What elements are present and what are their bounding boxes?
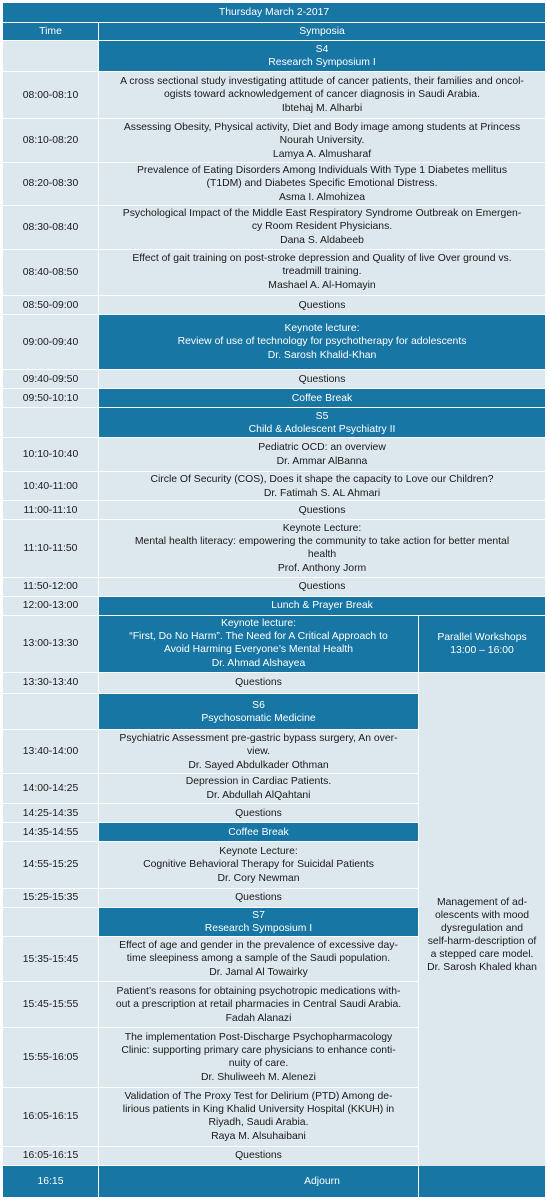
session-text-line: The implementation Post-Discharge Psychopharmacology	[124, 1032, 393, 1044]
session-cell	[99, 730, 419, 774]
session-cell	[99, 823, 419, 842]
session-cell	[99, 937, 419, 981]
session-text-line: Cognitive Behavioral Therapy for Suicidal Patients	[143, 858, 374, 870]
session-text-line: Effect of age and gender in the prevalence of excessive day-	[119, 940, 398, 952]
time-cell: 08:50-09:00	[3, 296, 99, 315]
schedule-date-title: Thursday March 2-2017	[3, 3, 546, 23]
session-cell	[99, 577, 546, 596]
speaker-name: Prof. Anthony Jorm	[277, 563, 367, 575]
speaker-name: Dr. Sayed Abdulkader Othman	[188, 759, 329, 771]
schedule-row	[3, 501, 546, 520]
speaker-name: Lamya A. Almusharaf	[272, 148, 372, 160]
session-text-line: Questions	[298, 299, 346, 311]
session-text-line: Questions	[235, 677, 282, 689]
session-text-line: Keynote Lecture:	[219, 845, 298, 857]
session-text-line: S7	[252, 910, 265, 922]
session-text-line: “First, Do No Harm”. The Need for A Critical Approach to	[129, 631, 388, 643]
workshop-text-line: olescents with mood	[434, 909, 530, 921]
workshop-cell	[419, 672, 546, 1197]
session-cell	[99, 774, 419, 804]
time-cell: 16:05-16:15	[3, 1087, 99, 1146]
time-cell: 10:40-11:00	[3, 471, 99, 501]
session-text-line: out a prescription at retail pharmacies in Central Saudi Arabia.	[115, 998, 402, 1010]
schedule-row	[3, 119, 546, 162]
session-cell	[99, 71, 546, 119]
title-row	[3, 3, 546, 23]
speaker-name: Dr. Ahmad Alshayea	[211, 658, 306, 670]
speaker-name: Dr. Fatimah S. AL Ahmari	[263, 487, 381, 499]
schedule-row	[3, 672, 546, 693]
session-cell	[99, 370, 546, 389]
time-cell: 13:30-13:40	[3, 672, 99, 693]
schedule-row	[3, 471, 546, 501]
time-cell: 09:00-09:40	[3, 315, 99, 370]
session-text-line: Mental health literacy: empowering the community to take action for better mental	[134, 536, 510, 548]
time-cell	[3, 41, 99, 72]
workshop-text-line: self-harm-description of	[427, 935, 537, 947]
speaker-name: Asma I. Almohizea	[278, 191, 366, 203]
workshop-text-line: Management of ad-	[436, 896, 528, 908]
time-cell: 13:40-14:00	[3, 730, 99, 774]
time-cell: 09:40-09:50	[3, 370, 99, 389]
session-cell	[99, 315, 546, 370]
schedule-table	[2, 2, 546, 1198]
time-cell: 14:55-15:25	[3, 842, 99, 889]
time-cell: 10:10-10:40	[3, 437, 99, 471]
session-cell	[99, 596, 546, 615]
session-cell	[99, 501, 546, 520]
speaker-name: Dana S. Aldabeeb	[280, 235, 364, 247]
parallel-workshops-header	[419, 615, 546, 672]
workshop-text-line: a stepped care model.	[430, 948, 534, 960]
session-text-line: lirious patients in King Khalid University Hospital (KKUH) in	[122, 1104, 395, 1116]
schedule-row	[3, 577, 546, 596]
schedule-row	[3, 162, 546, 205]
session-cell	[99, 408, 546, 438]
time-cell: 08:20-08:30	[3, 162, 99, 205]
time-cell: 14:00-14:25	[3, 774, 99, 804]
session-cell	[99, 842, 419, 889]
speaker-name: Mashael A. Al-Homayin	[268, 280, 376, 292]
session-text-line: Lunch & Prayer Break	[271, 600, 373, 612]
session-cell	[99, 1087, 419, 1146]
schedule-row	[3, 596, 546, 615]
session-text-line: Clinic: supporting primary care physicians to enhance conti-	[121, 1045, 396, 1057]
session-text-line: Psychiatric Assessment pre-gastric bypass surgery, An over-	[119, 732, 398, 744]
session-text-line: Questions	[235, 892, 282, 904]
session-text-line: Research Symposium I	[268, 56, 376, 68]
time-cell	[3, 907, 99, 937]
speaker-name: Dr. Jamal Al Towairky	[209, 967, 308, 979]
session-text-line: Depression in Cardiac Patients.	[185, 776, 332, 788]
session-text-line: Questions	[298, 504, 346, 516]
schedule-row	[3, 370, 546, 389]
time-column-header: Time	[3, 23, 99, 41]
time-cell: 14:25-14:35	[3, 804, 99, 823]
session-text-line: Keynote lecture:	[220, 618, 297, 630]
speaker-name: Raya M. Alsuhaibani	[211, 1131, 306, 1143]
speaker-name: Dr. Cory Newman	[217, 872, 300, 884]
session-text-line: nuity of care.	[228, 1058, 289, 1070]
time-cell: 11:10-11:50	[3, 520, 99, 577]
schedule-row	[3, 1166, 546, 1198]
parallel-workshops-title: Parallel Workshops	[437, 631, 527, 643]
time-cell: 16:05-16:15	[3, 1146, 99, 1165]
time-cell: 09:50-10:10	[3, 389, 99, 408]
session-cell	[99, 804, 419, 823]
session-text-line: Assessing Obesity, Physical activity, Diet and Body image among students at Princess	[123, 121, 521, 133]
session-cell	[99, 1146, 419, 1165]
session-text-line: view.	[246, 745, 271, 757]
session-text-line: time sleepiness among a sample of the Saudi population.	[126, 953, 391, 965]
session-text-line: Nourah University.	[279, 134, 365, 146]
time-cell: 08:40-08:50	[3, 249, 99, 296]
session-text-line: Psychosomatic Medicine	[201, 712, 316, 724]
session-cell	[99, 1028, 419, 1087]
session-cell	[99, 694, 419, 730]
speaker-name: Dr. Shuliweeh M. Alenezi	[201, 1072, 316, 1084]
time-cell: 08:30-08:40	[3, 206, 99, 249]
session-text-line: Riyadh, Saudi Arabia.	[208, 1117, 309, 1129]
speaker-name: Fadah Alanazi	[225, 1012, 292, 1024]
session-cell	[99, 162, 546, 205]
time-cell: 08:10-08:20	[3, 119, 99, 162]
session-text-line: treadmill training.	[282, 266, 362, 278]
session-text-line: (T1DM) and Diabetes Specific Emotional Distress.	[206, 177, 438, 189]
session-text-line: Questions	[298, 373, 346, 385]
time-cell: 08:00-08:10	[3, 71, 99, 119]
session-cell	[99, 471, 546, 501]
session-cell	[99, 249, 546, 296]
session-text-line: cy Room Resident Physicians.	[251, 221, 393, 233]
time-cell: 15:35-15:45	[3, 937, 99, 981]
session-text-line: Child & Adolescent Psychiatry II	[248, 423, 396, 435]
schedule-row	[3, 296, 546, 315]
speaker-name: Dr. Ammar AlBanna	[276, 455, 368, 467]
schedule-row	[3, 249, 546, 296]
session-text-line: Prevalence of Eating Disorders Among Individuals With Type 1 Diabetes mellitus	[137, 164, 508, 176]
session-text-line: Keynote lecture:	[284, 323, 360, 335]
session-text-line: Effect of gait training on post-stroke depression and Quality of live Over ground vs.	[132, 253, 512, 265]
symposia-column-header: Symposia	[99, 23, 546, 41]
schedule-body	[3, 3, 546, 1198]
time-cell: 11:50-12:00	[3, 577, 99, 596]
schedule-row	[3, 315, 546, 370]
session-text-line: Adjourn	[304, 1176, 340, 1187]
session-cell	[99, 389, 546, 408]
session-text-line: Patient’s reasons for obtaining psychotropic medications with-	[116, 985, 401, 997]
schedule-row	[3, 437, 546, 471]
parallel-workshops-time: 13:00 – 16:00	[450, 644, 514, 656]
session-cell	[99, 41, 546, 72]
session-cell	[99, 437, 546, 471]
session-text-line: Questions	[298, 581, 346, 593]
session-text-line: Avoid Harming Everyone’s Mental Health	[163, 644, 354, 656]
session-cell	[99, 206, 546, 249]
session-text-line: ogists toward acknowledgement of cancer diagnosis in Saudi Arabia.	[164, 89, 480, 101]
session-text-line: Circle Of Security (COS), Does it shape the capacity to Love our Children?	[150, 473, 494, 485]
session-text-line: Validation of The Proxy Test for Delirium (PTD) Among de-	[124, 1091, 393, 1103]
time-cell: 11:00-11:10	[3, 501, 99, 520]
session-text-line: Coffee Break	[228, 826, 289, 838]
session-text-line: Coffee Break	[291, 392, 353, 404]
session-text-line: A cross sectional study investigating attitude of cancer patients, their families and oncol-	[120, 76, 524, 88]
session-text-line: health	[307, 549, 337, 561]
time-cell: 14:35-14:55	[3, 823, 99, 842]
speaker-name: Dr. Sarosh Khalid-Khan	[267, 350, 377, 362]
session-cell	[99, 520, 546, 577]
schedule-row	[3, 520, 546, 577]
time-cell: 15:25-15:35	[3, 888, 99, 907]
header-row	[3, 23, 546, 41]
session-text-line: Keynote Lecture:	[282, 523, 362, 535]
time-cell: 12:00-13:00	[3, 596, 99, 615]
time-cell: 13:00-13:30	[3, 615, 99, 672]
speaker-name: Ibtehaj M. Alharbi	[281, 103, 363, 115]
session-header-row	[3, 41, 546, 72]
session-text-line: S5	[315, 410, 329, 422]
session-text-line: Questions	[235, 807, 282, 819]
time-cell: 15:45-15:55	[3, 981, 99, 1028]
session-cell	[99, 888, 419, 907]
session-text-line: Psychological Impact of the Middle East Respiratory Syndrome Outbreak on Emergen-	[122, 208, 522, 220]
time-cell	[3, 408, 99, 438]
session-text-line: Research Symposium I	[204, 923, 313, 935]
session-header-row	[3, 408, 546, 438]
schedule-row	[3, 389, 546, 408]
session-text-line: Review of use of technology for psychotherapy for adolescents	[177, 336, 467, 348]
session-text-line: Pediatric OCD: an overview	[258, 441, 386, 453]
workshop-speaker: Dr. Sarosh Khaled khan	[427, 961, 537, 973]
speaker-name: Dr. Abdullah AlQahtani	[206, 790, 311, 802]
time-cell: 16:15	[3, 1166, 99, 1198]
session-cell	[99, 907, 419, 937]
session-cell	[99, 981, 419, 1028]
session-text-line: Questions	[235, 1150, 282, 1162]
workshop-text-line: dysregulation and	[441, 922, 524, 934]
session-text-line: S6	[252, 699, 265, 711]
schedule-row	[3, 615, 546, 672]
time-cell: 15:55-16:05	[3, 1028, 99, 1087]
session-cell	[99, 615, 419, 672]
session-cell	[99, 672, 419, 693]
session-cell	[99, 119, 546, 162]
schedule-row	[3, 206, 546, 249]
session-cell	[99, 296, 546, 315]
schedule-row	[3, 71, 546, 119]
session-cell	[99, 1166, 546, 1198]
time-cell	[3, 694, 99, 730]
session-text-line: S4	[315, 43, 329, 55]
